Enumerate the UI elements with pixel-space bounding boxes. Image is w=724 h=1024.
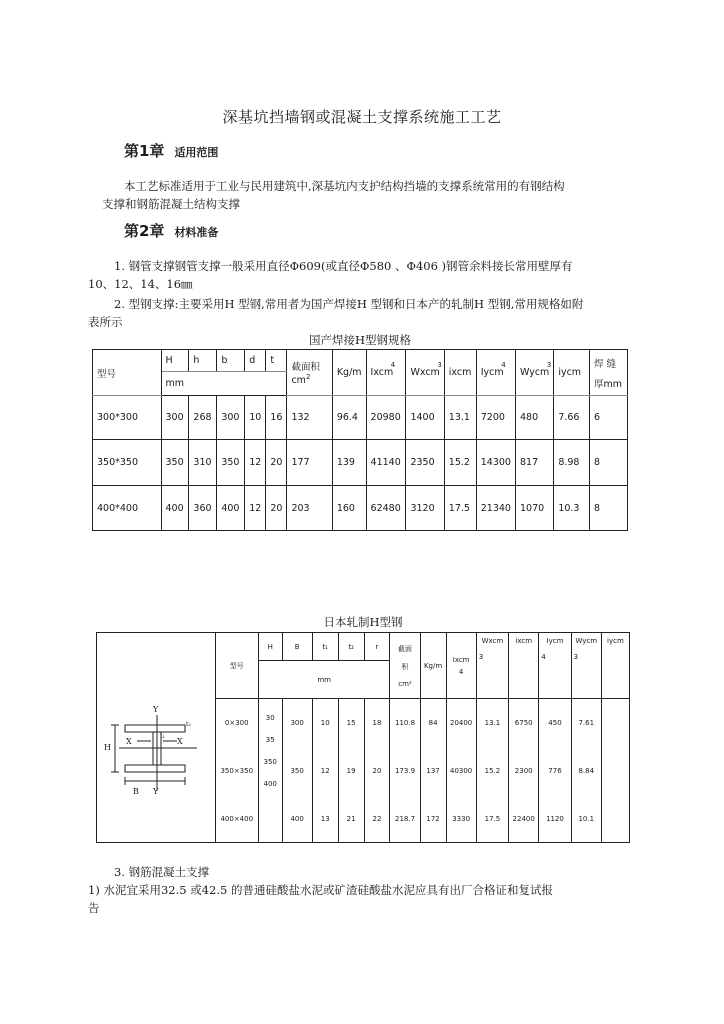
cell-t2: 19 bbox=[346, 766, 356, 775]
header-h: h bbox=[189, 350, 217, 372]
cell-iy: 1120 bbox=[546, 814, 564, 823]
cell-wx: 3120 bbox=[406, 486, 444, 531]
table-2-header-row bbox=[97, 633, 630, 661]
header-wy bbox=[571, 633, 601, 699]
label-y-top: Y bbox=[153, 705, 159, 714]
cell-ixc: 15.2 bbox=[444, 440, 476, 486]
cell-ix: 62480 bbox=[366, 486, 406, 531]
header-H: H bbox=[258, 633, 282, 661]
cell-iyc: 7.66 bbox=[554, 396, 590, 440]
cell-wy: 1070 bbox=[515, 486, 553, 531]
label-t2: t₂ bbox=[186, 721, 191, 728]
header-B: B bbox=[282, 633, 312, 661]
cell-H: 400 bbox=[161, 486, 189, 531]
cell-H: 300 bbox=[161, 396, 189, 440]
header-kgm: Kg/m bbox=[332, 350, 366, 396]
cell-iy: 21340 bbox=[476, 486, 515, 531]
header-area bbox=[390, 633, 420, 699]
cell-b: 350 bbox=[217, 440, 245, 486]
wy-exp: 3 bbox=[546, 361, 552, 369]
chapter-1-text-line-1: 本工艺标准适用于工业与民用建筑中,深基坑内支护结构挡墙的支撑系统常用的有钢结构 bbox=[124, 179, 565, 193]
table-1-caption: 国产焊接H型钢规格 bbox=[308, 333, 412, 347]
cell-t: 20 bbox=[266, 486, 287, 531]
cell-wy: 10.1 bbox=[578, 814, 595, 823]
header-t1: t₁ bbox=[312, 633, 338, 661]
cell-r: 20 bbox=[372, 766, 382, 775]
item-2-line-1: 2. 型钢支撑:主要采用H 型钢,常用者为国产焊接H 型钢和日本产的轧制H 型钢,常用规格如附 bbox=[114, 297, 584, 311]
header-model: 型号 bbox=[93, 350, 162, 396]
cell-r: 18 bbox=[372, 718, 382, 727]
cell-t2: 15 bbox=[346, 718, 356, 727]
cell-h: 360 bbox=[189, 486, 217, 531]
label-h: H bbox=[104, 743, 111, 752]
cell-ixc: 22400 bbox=[512, 814, 535, 823]
cell-area: 173.9 bbox=[395, 766, 416, 775]
cell-area: 218.7 bbox=[395, 814, 416, 823]
cell-area: 132 bbox=[287, 396, 332, 440]
cell-t1: 13 bbox=[320, 814, 330, 823]
cell-t1: 10 bbox=[320, 718, 330, 727]
document-title: 深基坑挡墙钢或混凝土支撑系统施工工艺 bbox=[222, 108, 502, 126]
header-weld-unit: 厚mm bbox=[593, 378, 622, 390]
wx-text: Wxcm bbox=[410, 367, 440, 378]
wy-text: Wycm bbox=[519, 367, 550, 378]
header-iy bbox=[539, 633, 571, 699]
cell-model: 350×350 bbox=[220, 766, 254, 775]
col-ixc bbox=[509, 699, 539, 843]
label-t1: t₁ bbox=[160, 733, 165, 740]
cell-kgm: 139 bbox=[332, 440, 366, 486]
cell-d: 12 bbox=[245, 486, 266, 531]
cell-kgm: 172 bbox=[426, 814, 440, 823]
col-wx bbox=[476, 699, 508, 843]
header-area-label: 截面积 bbox=[291, 361, 320, 373]
table-1-header-row bbox=[93, 350, 628, 372]
header-wx-exp: 3 bbox=[478, 653, 484, 661]
chapter-1-name: 适用范围 bbox=[174, 146, 219, 159]
cell-wx: 1400 bbox=[406, 396, 444, 440]
cell-area: 110.8 bbox=[395, 718, 416, 727]
cell-ix: 3330 bbox=[452, 814, 471, 823]
cell-iyc: 10.3 bbox=[554, 486, 590, 531]
item-2-line-2: 表所示 bbox=[88, 315, 123, 329]
cell-model: 400×400 bbox=[220, 814, 254, 823]
cell-wx: 13.1 bbox=[484, 718, 501, 727]
wx-exp: 3 bbox=[437, 361, 442, 369]
cell-wx: 17.5 bbox=[484, 814, 501, 823]
cell-b: 300 bbox=[217, 396, 245, 440]
cell-model: 300*300 bbox=[93, 396, 162, 440]
col-iy bbox=[539, 699, 571, 843]
item-3-1-line-1: 1) 水泥宜采用32.5 或42.5 的普通硅酸盐水泥或矿渣硅酸盐水泥应具有出厂合格证和复试报 bbox=[88, 883, 553, 897]
header-t2: t₂ bbox=[338, 633, 364, 661]
area-unit-exp: 2 bbox=[305, 372, 311, 381]
header-ix-exp: 4 bbox=[458, 667, 464, 676]
cell-kgm: 160 bbox=[332, 486, 366, 531]
cell-h: 268 bbox=[189, 396, 217, 440]
cell-H: 35 bbox=[265, 735, 275, 744]
cell-wy: 817 bbox=[515, 440, 553, 486]
header-weld bbox=[589, 350, 627, 396]
item-3: 3. 钢筋混凝土支撑 bbox=[114, 865, 210, 879]
header-mm-unit: mm bbox=[161, 372, 287, 396]
header-weld-label: 焊 缝 bbox=[593, 358, 617, 370]
col-wy bbox=[571, 699, 601, 843]
cell-H-empty bbox=[261, 795, 280, 835]
cell-b: 400 bbox=[217, 486, 245, 531]
cell-iy: 7200 bbox=[476, 396, 515, 440]
chapter-2-heading bbox=[124, 220, 218, 241]
header-model: 型号 bbox=[215, 633, 258, 699]
cell-wy: 8.84 bbox=[578, 766, 595, 775]
cell-B: 400 bbox=[290, 814, 304, 823]
item-1-line-1: 1. 钢管支撑钢管支撑一般采用直径Φ609(或直径Φ580 、Φ406 )钢管余料接长常用壁厚有 bbox=[114, 259, 573, 273]
header-d: d bbox=[245, 350, 266, 372]
cell-d: 10 bbox=[245, 396, 266, 440]
col-kgm bbox=[420, 699, 446, 843]
cell-model: 350*350 bbox=[93, 440, 162, 486]
cell-iy: 450 bbox=[548, 718, 562, 727]
header-ixc: ixcm bbox=[509, 633, 539, 699]
cell-weld: 8 bbox=[589, 486, 627, 531]
item-1-line-2: 10、12、14、16㎜ bbox=[88, 277, 193, 291]
table-row bbox=[93, 486, 628, 531]
cell-H: 30 bbox=[265, 713, 275, 722]
cell-iy: 14300 bbox=[476, 440, 515, 486]
col-B bbox=[282, 699, 312, 843]
header-wy-label: Wycm bbox=[575, 637, 598, 645]
cell-t1: 12 bbox=[320, 766, 330, 775]
col-t1 bbox=[312, 699, 338, 843]
cell-ix: 20980 bbox=[366, 396, 406, 440]
header-b: b bbox=[217, 350, 245, 372]
header-wy-exp: 3 bbox=[573, 653, 579, 661]
header-area bbox=[287, 350, 332, 396]
header-iyc: iycm bbox=[601, 633, 629, 699]
cell-iyc: 8.98 bbox=[554, 440, 590, 486]
label-y-bottom: Y bbox=[153, 787, 159, 796]
table-row bbox=[93, 440, 628, 486]
table-row bbox=[93, 396, 628, 440]
header-area-line-2: 积 bbox=[401, 662, 409, 671]
h-beam-diagram bbox=[97, 699, 205, 841]
header-r: r bbox=[364, 633, 390, 661]
cell-ix: 40300 bbox=[449, 766, 473, 775]
cell-wx: 2350 bbox=[406, 440, 444, 486]
header-H: H bbox=[161, 350, 189, 372]
domestic-h-steel-table bbox=[92, 349, 628, 531]
area-unit-text: cm bbox=[291, 375, 306, 387]
col-area bbox=[390, 699, 420, 843]
header-wx bbox=[406, 350, 444, 396]
cell-wy: 7.61 bbox=[578, 718, 595, 727]
cell-B: 350 bbox=[290, 766, 304, 775]
cell-iy: 776 bbox=[548, 766, 562, 775]
cell-area: 177 bbox=[287, 440, 332, 486]
header-kgm: Kg/m bbox=[420, 633, 446, 699]
cell-ixc: 2300 bbox=[514, 766, 533, 775]
header-iy-label: Iycm bbox=[546, 637, 564, 645]
cell-ix: 20400 bbox=[449, 718, 473, 727]
header-wx bbox=[476, 633, 508, 699]
header-iyc: iycm bbox=[554, 350, 590, 396]
header-wx-label: Wxcm bbox=[481, 637, 504, 645]
ix-text: Ixcm bbox=[370, 367, 394, 378]
cell-H: 400 bbox=[263, 779, 277, 788]
cell-kgm: 96.4 bbox=[332, 396, 366, 440]
header-ix bbox=[446, 633, 476, 699]
chapter-1-number: 第1章 bbox=[124, 142, 165, 160]
chapter-1-text-line-2: 支撑和钢筋混凝土结构支撑 bbox=[102, 197, 240, 211]
iy-text: Iycm bbox=[480, 367, 504, 378]
cell-ixc: 6750 bbox=[514, 718, 533, 727]
header-area-unit: cm² bbox=[398, 679, 412, 688]
col-t2 bbox=[338, 699, 364, 843]
header-area-line-1: 截面 bbox=[398, 644, 413, 653]
cell-B: 300 bbox=[290, 718, 304, 727]
col-ix bbox=[446, 699, 476, 843]
col-iyc bbox=[601, 699, 629, 843]
header-wy bbox=[515, 350, 553, 396]
label-b: B bbox=[133, 787, 139, 796]
col-r bbox=[364, 699, 390, 843]
ix-exp: 4 bbox=[390, 361, 396, 369]
chapter-2-number: 第2章 bbox=[124, 222, 165, 240]
cell-wy: 480 bbox=[515, 396, 553, 440]
header-ixc: ixcm bbox=[444, 350, 476, 396]
cell-d: 12 bbox=[245, 440, 266, 486]
col-H bbox=[258, 699, 282, 843]
header-ix-label: Ixcm bbox=[452, 655, 470, 664]
cell-H: 350 bbox=[263, 757, 277, 766]
iy-exp: 4 bbox=[501, 361, 506, 369]
cell-r: 22 bbox=[372, 814, 382, 823]
cell-area: 203 bbox=[287, 486, 332, 531]
cell-kgm: 137 bbox=[426, 766, 440, 775]
header-iy bbox=[476, 350, 515, 396]
cell-model: 0×300 bbox=[224, 718, 249, 727]
col-model bbox=[215, 699, 258, 843]
cell-weld: 8 bbox=[589, 440, 627, 486]
header-mm-unit: mm bbox=[258, 661, 390, 699]
header-iy-exp: 4 bbox=[541, 653, 546, 661]
header-ix bbox=[366, 350, 406, 396]
cell-t: 16 bbox=[266, 396, 287, 440]
cell-weld: 6 bbox=[589, 396, 627, 440]
cell-kgm: 84 bbox=[428, 718, 438, 727]
label-x-left: X bbox=[126, 737, 132, 746]
cell-ixc: 13.1 bbox=[444, 396, 476, 440]
cell-model: 400*400 bbox=[93, 486, 162, 531]
chapter-1-heading bbox=[124, 140, 218, 161]
cell-ix: 41140 bbox=[366, 440, 406, 486]
header-t: t bbox=[266, 350, 287, 372]
cell-h: 310 bbox=[189, 440, 217, 486]
cell-t2: 21 bbox=[346, 814, 356, 823]
label-x-right: X bbox=[177, 737, 183, 746]
header-area-unit bbox=[291, 373, 327, 386]
cell-t: 20 bbox=[266, 440, 287, 486]
table-2-caption: 日本轧制H型钢 bbox=[323, 615, 403, 629]
cell-wx: 15.2 bbox=[484, 766, 501, 775]
cell-H: 350 bbox=[161, 440, 189, 486]
cell-ixc: 17.5 bbox=[444, 486, 476, 531]
chapter-2-name: 材料准备 bbox=[174, 226, 219, 239]
item-3-1-line-2: 告 bbox=[88, 901, 100, 915]
